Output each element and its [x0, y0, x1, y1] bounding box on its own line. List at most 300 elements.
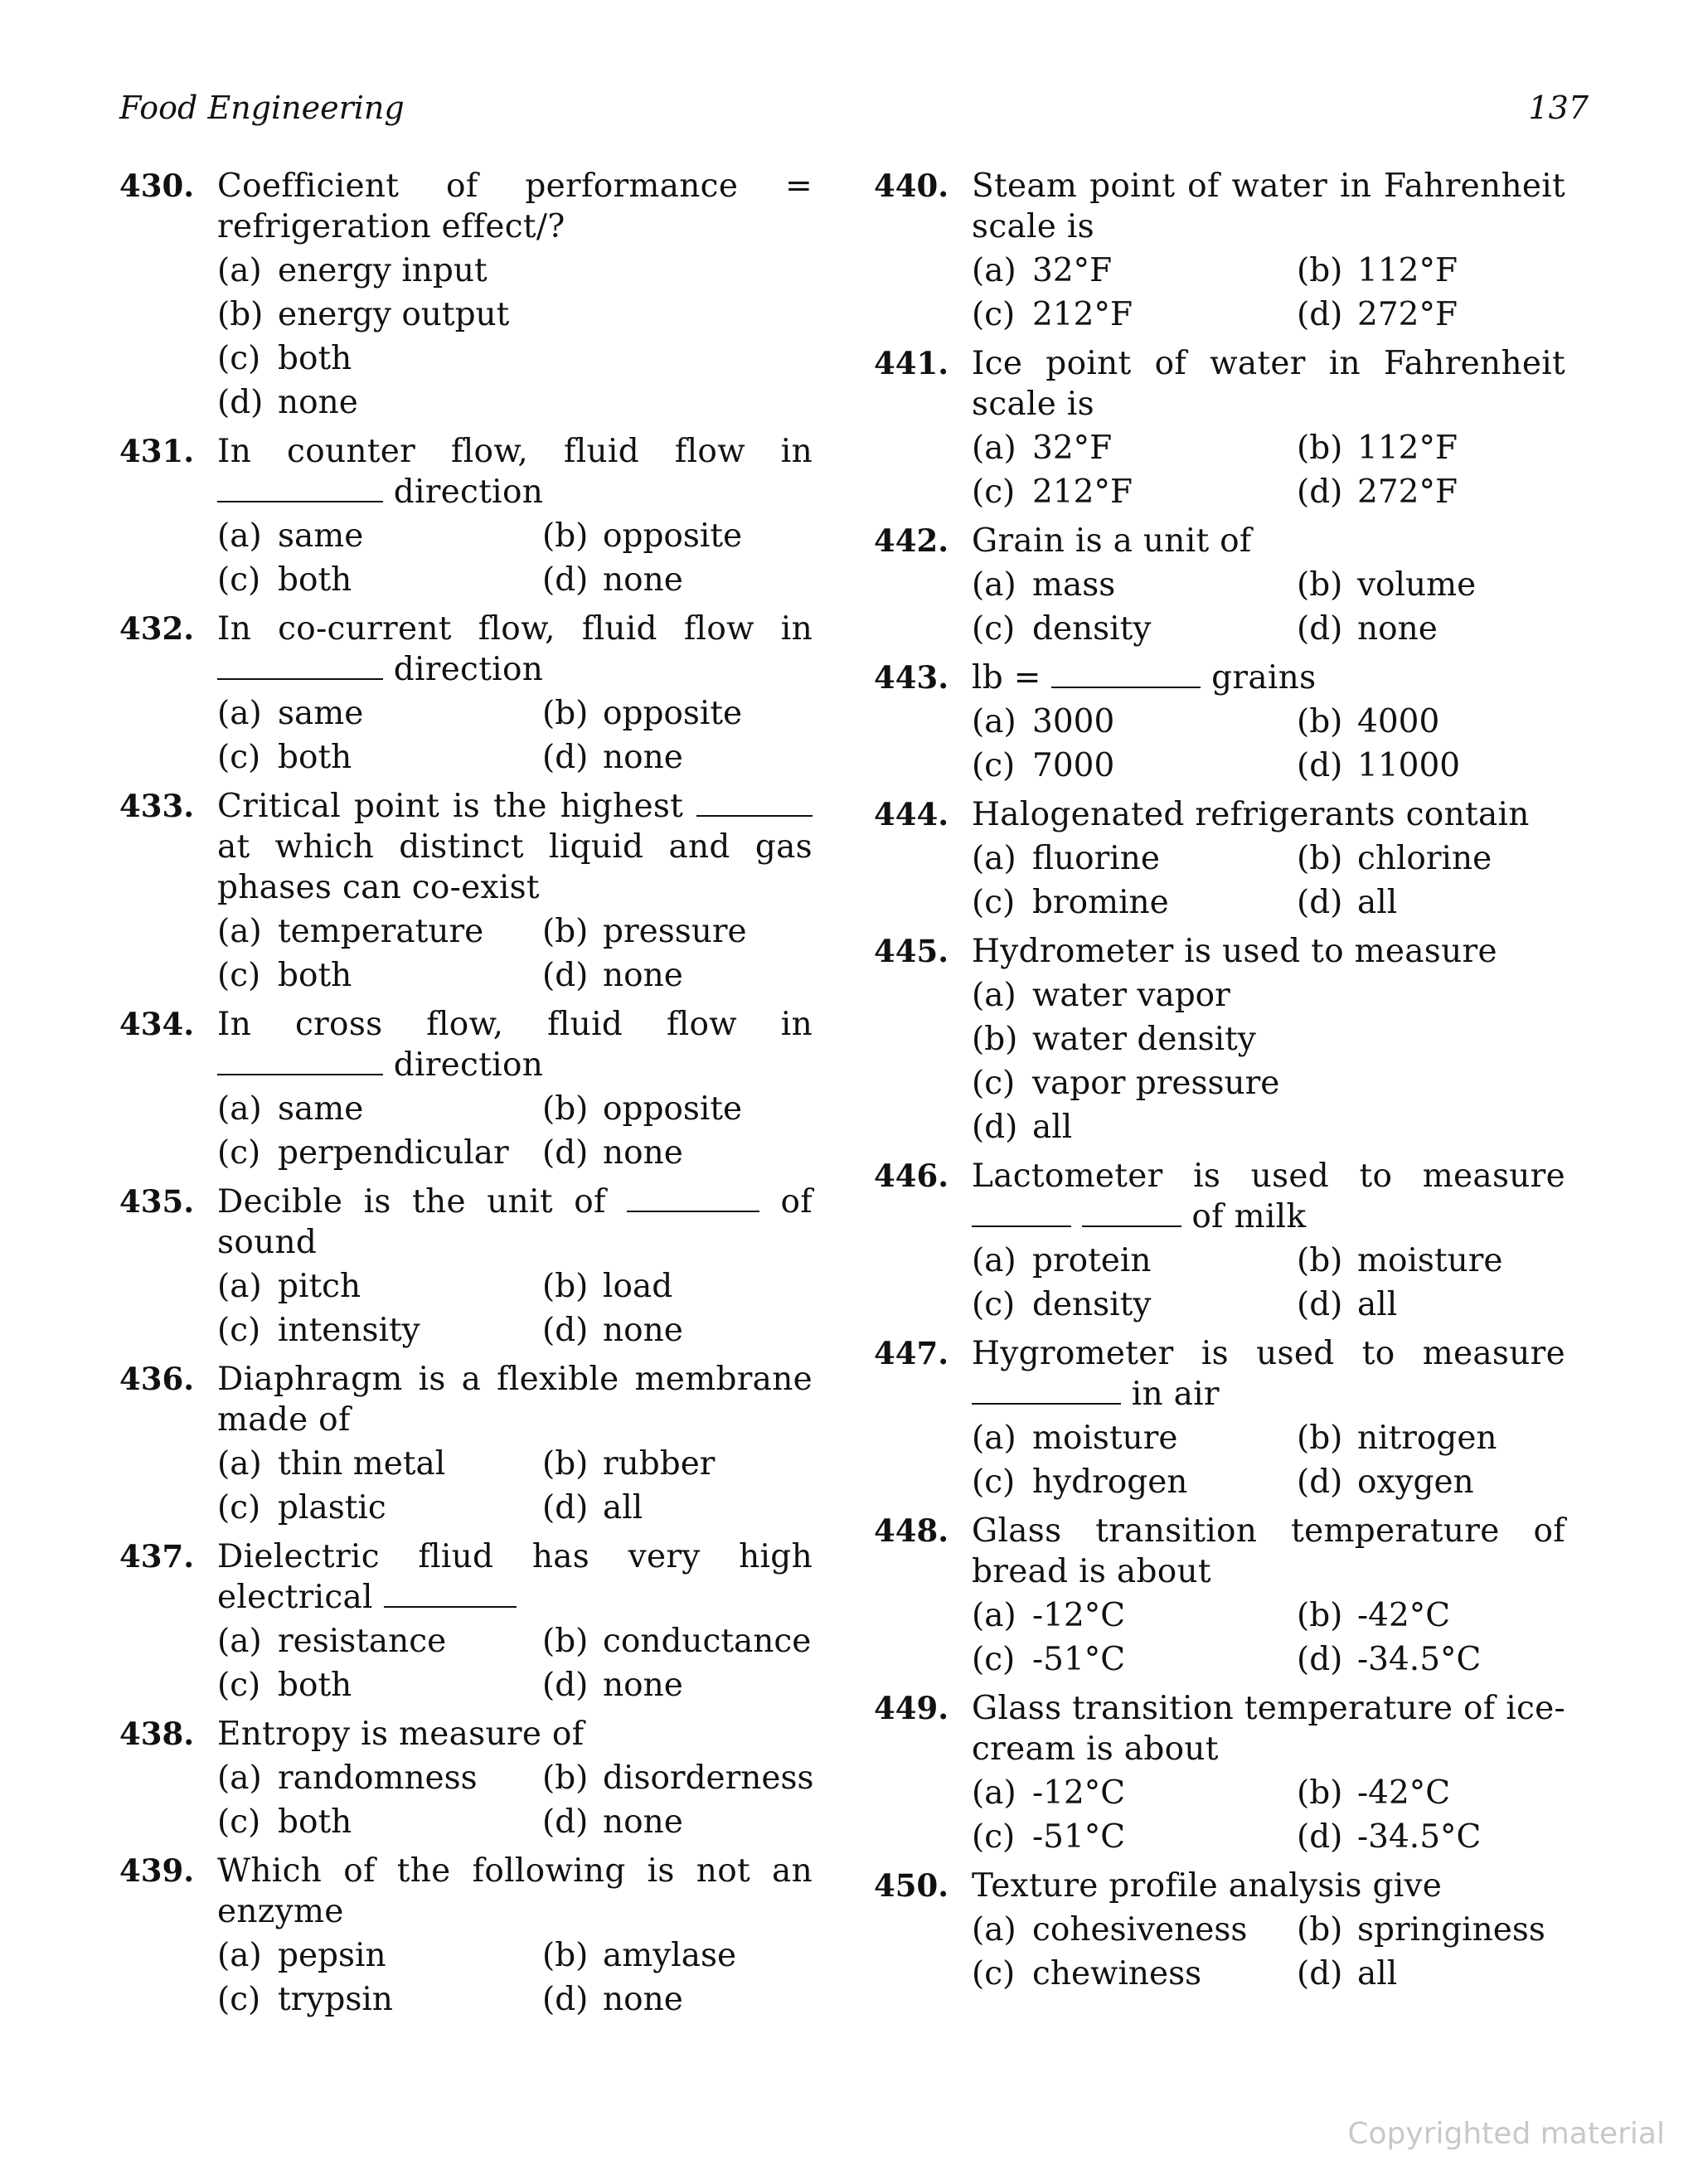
option-text: opposite	[603, 1090, 743, 1128]
left-column	[119, 166, 813, 2028]
answer-option	[972, 1107, 1565, 1148]
option-text: moisture	[1032, 1420, 1178, 1457]
option-letter: (b)	[542, 517, 589, 555]
question-item	[119, 786, 813, 996]
question-text: Glass transition temperature of bread is about	[972, 1512, 1565, 1590]
option-letter: (c)	[972, 1065, 1016, 1102]
answer-option	[542, 1488, 813, 1528]
question-text: Diaphragm is a flexible membrane made of	[217, 1361, 813, 1439]
option-letter: (c)	[972, 1286, 1016, 1323]
option-letter: (d)	[542, 739, 589, 776]
option-letter: (b)	[542, 1623, 589, 1660]
answer-option	[972, 701, 1297, 742]
answer-option	[217, 911, 542, 952]
option-letter: (b)	[1297, 1597, 1343, 1634]
option-list	[217, 693, 813, 778]
option-text: springiness	[1357, 1911, 1545, 1949]
option-letter: (c)	[217, 1667, 261, 1704]
option-text: both	[278, 340, 352, 377]
option-letter: (d)	[972, 1109, 1018, 1146]
option-text: opposite	[603, 517, 743, 555]
option-letter: (c)	[972, 473, 1016, 511]
answer-option	[217, 560, 542, 600]
answer-option	[217, 338, 813, 379]
option-text: disorderness	[603, 1759, 814, 1797]
answer-option	[217, 1802, 542, 1842]
question-number: 450.	[874, 1867, 949, 1904]
option-text: 212°F	[1032, 473, 1133, 511]
option-text: water vapor	[1032, 977, 1230, 1014]
answer-option	[217, 1089, 542, 1129]
option-text: same	[278, 695, 364, 732]
option-text: -51°C	[1032, 1641, 1126, 1678]
copyright-watermark: Copyrighted material	[1347, 2117, 1665, 2151]
answer-option	[542, 1310, 813, 1351]
fill-in-blank	[1051, 658, 1201, 688]
question-text: In cross flow, fluid flow in direction	[217, 1006, 813, 1084]
option-letter: (b)	[1297, 1911, 1343, 1949]
question-text: Hydrometer is used to measure	[972, 933, 1497, 970]
question-text: Glass transition temperature of ice-cream is about	[972, 1690, 1565, 1768]
option-letter: (c)	[217, 957, 261, 994]
question-number: 438.	[119, 1716, 195, 1752]
answer-option	[972, 609, 1297, 649]
answer-option	[972, 1462, 1297, 1502]
question-text: Hygrometer is used to measure in air	[972, 1335, 1565, 1413]
answer-option	[217, 737, 542, 778]
question-item	[119, 1851, 813, 2020]
option-text: randomness	[278, 1759, 478, 1797]
question-text: Entropy is measure of	[217, 1716, 585, 1753]
option-text: pitch	[278, 1268, 361, 1305]
question-text: In co-current flow, fluid flow in direction	[217, 610, 813, 688]
fill-in-blank	[972, 1375, 1121, 1405]
option-list	[972, 1240, 1565, 1325]
question-number: 447.	[874, 1335, 949, 1371]
option-text: oxygen	[1357, 1463, 1474, 1501]
question-item	[874, 931, 1565, 1148]
answer-option	[542, 1444, 813, 1484]
option-text: bromine	[1032, 884, 1169, 921]
answer-option	[542, 1621, 813, 1662]
option-letter: (b)	[1297, 566, 1343, 604]
option-text: none	[1357, 610, 1438, 648]
option-list	[217, 911, 813, 996]
fill-in-blank	[217, 473, 383, 502]
option-letter: (b)	[1297, 1774, 1343, 1812]
answer-option	[1297, 1418, 1565, 1458]
option-text: 272°F	[1357, 473, 1458, 511]
question-text: In counter flow, fluid flow in direction	[217, 433, 813, 511]
option-letter: (a)	[972, 840, 1016, 877]
answer-option	[1297, 1817, 1565, 1857]
option-letter: (b)	[542, 1445, 589, 1483]
option-letter: (b)	[217, 296, 264, 333]
answer-option	[542, 1665, 813, 1706]
fill-in-blank	[972, 1197, 1071, 1227]
option-letter: (c)	[217, 1489, 261, 1526]
option-text: chewiness	[1032, 1955, 1202, 1992]
question-item	[119, 1182, 813, 1351]
option-text: protein	[1032, 1242, 1152, 1279]
question-number: 439.	[119, 1852, 195, 1889]
option-text: none	[603, 1134, 683, 1172]
question-number: 437.	[119, 1538, 195, 1575]
answer-option	[217, 1133, 542, 1173]
answer-option	[972, 1595, 1297, 1636]
option-text: none	[603, 1803, 683, 1841]
option-text: none	[603, 1667, 683, 1704]
answer-option	[1297, 250, 1565, 291]
option-text: 212°F	[1032, 296, 1133, 333]
answer-option	[542, 1935, 813, 1976]
option-letter: (a)	[972, 1242, 1016, 1279]
option-text: both	[278, 1667, 352, 1704]
answer-option	[217, 516, 542, 556]
option-letter: (a)	[217, 1445, 262, 1483]
answer-option	[972, 745, 1297, 786]
answer-option	[972, 1063, 1565, 1104]
option-letter: (b)	[542, 1937, 589, 1974]
option-text: fluorine	[1032, 840, 1160, 877]
answer-option	[972, 250, 1297, 291]
option-letter: (c)	[217, 561, 261, 599]
question-text: Decible is the unit of of sound	[217, 1183, 813, 1261]
option-list	[972, 250, 1565, 335]
question-item	[874, 1511, 1565, 1680]
answer-option	[542, 1133, 813, 1173]
fill-in-blank	[696, 787, 813, 817]
fill-in-blank	[1082, 1197, 1181, 1227]
answer-option	[1297, 882, 1565, 923]
question-item	[874, 1333, 1565, 1502]
option-letter: (a)	[972, 703, 1016, 740]
option-text: none	[603, 957, 683, 994]
option-letter: (a)	[217, 517, 262, 555]
option-list	[217, 1089, 813, 1173]
option-letter: (b)	[972, 1021, 1018, 1058]
question-number: 430.	[119, 167, 195, 204]
answer-option	[217, 1621, 542, 1662]
option-letter: (c)	[972, 884, 1016, 921]
option-text: volume	[1357, 566, 1477, 604]
question-text: Lactometer is used to measure of milk	[972, 1158, 1565, 1235]
option-text: chlorine	[1357, 840, 1492, 877]
question-item	[119, 1359, 813, 1528]
fill-in-blank	[384, 1578, 517, 1608]
answer-option	[542, 1758, 814, 1798]
option-text: 7000	[1032, 747, 1115, 784]
option-letter: (d)	[1297, 884, 1343, 921]
question-item	[874, 343, 1565, 512]
option-letter: (a)	[217, 1090, 262, 1128]
question-item	[119, 1004, 813, 1173]
option-letter: (a)	[972, 252, 1016, 289]
option-text: 32°F	[1032, 252, 1113, 289]
option-letter: (d)	[542, 1803, 589, 1841]
option-text: 272°F	[1357, 296, 1458, 333]
answer-option	[217, 250, 813, 291]
answer-option	[217, 1758, 542, 1798]
question-item	[119, 1536, 813, 1706]
option-text: all	[1357, 884, 1398, 921]
option-letter: (d)	[542, 1312, 589, 1349]
answer-option	[1297, 565, 1565, 605]
answer-option	[217, 1935, 542, 1976]
option-list	[972, 428, 1565, 512]
option-letter: (c)	[972, 1463, 1016, 1501]
option-text: both	[278, 1803, 352, 1841]
option-letter: (b)	[542, 1268, 589, 1305]
answer-option	[217, 1444, 542, 1484]
option-text: vapor pressure	[1032, 1065, 1280, 1102]
answer-option	[972, 1418, 1297, 1458]
answer-option	[972, 1019, 1565, 1060]
option-text: all	[1032, 1109, 1073, 1146]
option-list	[972, 838, 1565, 923]
question-text: Ice point of water in Fahrenheit scale is	[972, 345, 1565, 423]
option-text: trypsin	[278, 1981, 393, 2018]
option-text: 112°F	[1357, 430, 1458, 467]
option-list	[217, 1444, 813, 1528]
option-text: cohesiveness	[1032, 1911, 1248, 1949]
question-text: Coefficient of performance = refrigeration effect/?	[217, 167, 813, 245]
option-list	[972, 1773, 1565, 1857]
option-letter: (a)	[217, 913, 262, 950]
option-letter: (c)	[217, 739, 261, 776]
option-list	[972, 975, 1565, 1148]
question-item	[874, 1866, 1565, 1994]
option-text: moisture	[1357, 1242, 1503, 1279]
option-text: -12°C	[1032, 1774, 1126, 1812]
option-text: opposite	[603, 695, 743, 732]
option-letter: (a)	[972, 1597, 1016, 1634]
question-item	[119, 431, 813, 600]
answer-option	[972, 472, 1297, 512]
page-number: 137	[1528, 90, 1589, 126]
question-text: Grain is a unit of	[972, 522, 1252, 560]
option-list	[217, 1266, 813, 1351]
option-text: rubber	[603, 1445, 716, 1483]
question-number: 431.	[119, 433, 195, 469]
option-letter: (b)	[1297, 430, 1343, 467]
question-number: 448.	[874, 1512, 949, 1549]
fill-in-blank	[217, 650, 383, 680]
answer-option	[1297, 1462, 1565, 1502]
option-letter: (c)	[972, 1818, 1016, 1856]
option-letter: (d)	[1297, 1286, 1343, 1323]
option-text: density	[1032, 610, 1152, 648]
option-letter: (b)	[1297, 703, 1343, 740]
answer-option	[542, 737, 813, 778]
option-letter: (a)	[972, 977, 1016, 1014]
option-letter: (c)	[972, 1955, 1016, 1992]
question-text: Dielectric fliud has very high electrical	[217, 1538, 813, 1616]
answer-option	[217, 693, 542, 734]
answer-option	[1297, 1953, 1565, 1994]
question-number: 434.	[119, 1006, 195, 1042]
option-text: none	[603, 561, 683, 599]
option-text: 32°F	[1032, 430, 1113, 467]
option-letter: (a)	[972, 1420, 1016, 1457]
answer-option	[217, 294, 813, 335]
option-text: -34.5°C	[1357, 1818, 1482, 1856]
option-letter: (a)	[217, 1623, 262, 1660]
question-text: Which of the following is not an enzyme	[217, 1852, 813, 1930]
option-letter: (b)	[1297, 1242, 1343, 1279]
question-number: 436.	[119, 1361, 195, 1397]
question-number: 433.	[119, 788, 195, 824]
answer-option	[972, 1773, 1297, 1813]
option-text: all	[1357, 1286, 1398, 1323]
option-text: resistance	[278, 1623, 447, 1660]
question-text: lb = grains	[972, 659, 1317, 696]
answer-option	[972, 1910, 1297, 1950]
option-letter: (d)	[542, 1134, 589, 1172]
option-text: all	[603, 1489, 643, 1526]
question-number: 432.	[119, 610, 195, 647]
option-letter: (a)	[217, 252, 262, 289]
question-number: 444.	[874, 796, 949, 832]
answer-option	[972, 838, 1297, 879]
option-text: pepsin	[278, 1937, 386, 1974]
answer-option	[1297, 1910, 1565, 1950]
option-text: -42°C	[1357, 1597, 1451, 1634]
right-column	[874, 166, 1565, 2002]
option-text: none	[603, 1981, 683, 2018]
option-text: 112°F	[1357, 252, 1458, 289]
option-letter: (d)	[1297, 1818, 1343, 1856]
option-letter: (a)	[217, 1759, 262, 1797]
answer-option	[542, 1089, 813, 1129]
option-text: amylase	[603, 1937, 737, 1974]
option-text: none	[603, 739, 683, 776]
option-text: -12°C	[1032, 1597, 1126, 1634]
option-text: both	[278, 957, 352, 994]
option-letter: (c)	[972, 610, 1016, 648]
option-text: thin metal	[278, 1445, 446, 1483]
option-letter: (b)	[542, 1090, 589, 1128]
option-letter: (d)	[1297, 747, 1343, 784]
option-list	[972, 1595, 1565, 1680]
fill-in-blank	[217, 1046, 383, 1075]
option-list	[972, 565, 1565, 649]
option-text: nitrogen	[1357, 1420, 1497, 1457]
option-letter: (b)	[1297, 840, 1343, 877]
option-text: temperature	[278, 913, 484, 950]
answer-option	[217, 1266, 542, 1307]
option-text: all	[1357, 1955, 1398, 1992]
answer-option	[1297, 1595, 1565, 1636]
option-letter: (c)	[217, 340, 261, 377]
question-number: 435.	[119, 1183, 195, 1220]
answer-option	[972, 428, 1297, 468]
option-text: density	[1032, 1286, 1152, 1323]
answer-option	[542, 1802, 814, 1842]
fill-in-blank	[627, 1182, 759, 1212]
answer-option	[972, 565, 1297, 605]
answer-option	[542, 1979, 813, 2020]
answer-option	[542, 693, 813, 734]
question-text: Steam point of water in Fahrenheit scale is	[972, 167, 1565, 245]
option-letter: (d)	[1297, 296, 1343, 333]
question-text: Texture profile analysis give	[972, 1867, 1443, 1905]
option-letter: (c)	[217, 1134, 261, 1172]
question-item	[874, 1156, 1565, 1325]
option-letter: (d)	[542, 561, 589, 599]
answer-option	[217, 382, 813, 423]
answer-option	[1297, 609, 1565, 649]
option-text: conductance	[603, 1623, 812, 1660]
option-text: water density	[1032, 1021, 1256, 1058]
answer-option	[1297, 1240, 1565, 1281]
answer-option	[972, 1240, 1297, 1281]
option-letter: (d)	[217, 384, 264, 421]
option-letter: (c)	[217, 1803, 261, 1841]
question-item	[119, 609, 813, 778]
option-letter: (c)	[972, 296, 1016, 333]
answer-option	[1297, 745, 1565, 786]
answer-option	[217, 1310, 542, 1351]
answer-option	[1297, 1773, 1565, 1813]
answer-option	[1297, 428, 1565, 468]
option-list	[217, 250, 813, 423]
option-letter: (b)	[1297, 252, 1343, 289]
answer-option	[217, 1488, 542, 1528]
question-number: 442.	[874, 522, 949, 559]
answer-option	[1297, 1639, 1565, 1680]
option-text: same	[278, 1090, 364, 1128]
option-letter: (c)	[972, 1641, 1016, 1678]
option-letter: (a)	[972, 1774, 1016, 1812]
option-text: -34.5°C	[1357, 1641, 1482, 1678]
option-text: mass	[1032, 566, 1116, 604]
option-text: energy input	[278, 252, 488, 289]
question-number: 449.	[874, 1690, 949, 1726]
option-letter: (d)	[542, 1667, 589, 1704]
option-letter: (a)	[217, 695, 262, 732]
answer-option	[542, 560, 813, 600]
running-header-title: Food Engineering	[119, 90, 405, 126]
option-letter: (d)	[542, 1489, 589, 1526]
answer-option	[972, 1639, 1297, 1680]
answer-option	[972, 1284, 1297, 1325]
option-text: 4000	[1357, 703, 1440, 740]
option-text: energy output	[278, 296, 510, 333]
option-text: same	[278, 517, 364, 555]
option-letter: (d)	[1297, 1463, 1343, 1501]
option-text: 11000	[1357, 747, 1461, 784]
option-letter: (d)	[542, 1981, 589, 2018]
answer-option	[1297, 701, 1565, 742]
answer-option	[542, 911, 813, 952]
option-list	[217, 1621, 813, 1706]
option-text: none	[278, 384, 358, 421]
option-letter: (d)	[1297, 473, 1343, 511]
option-list	[972, 1418, 1565, 1502]
option-text: both	[278, 739, 352, 776]
question-number: 445.	[874, 933, 949, 969]
answer-option	[217, 1665, 542, 1706]
option-letter: (a)	[217, 1937, 262, 1974]
answer-option	[1297, 472, 1565, 512]
answer-option	[1297, 294, 1565, 335]
option-list	[217, 1758, 814, 1842]
option-list	[972, 1910, 1565, 1994]
answer-option	[542, 516, 813, 556]
question-number: 440.	[874, 167, 949, 204]
question-item	[874, 166, 1565, 335]
